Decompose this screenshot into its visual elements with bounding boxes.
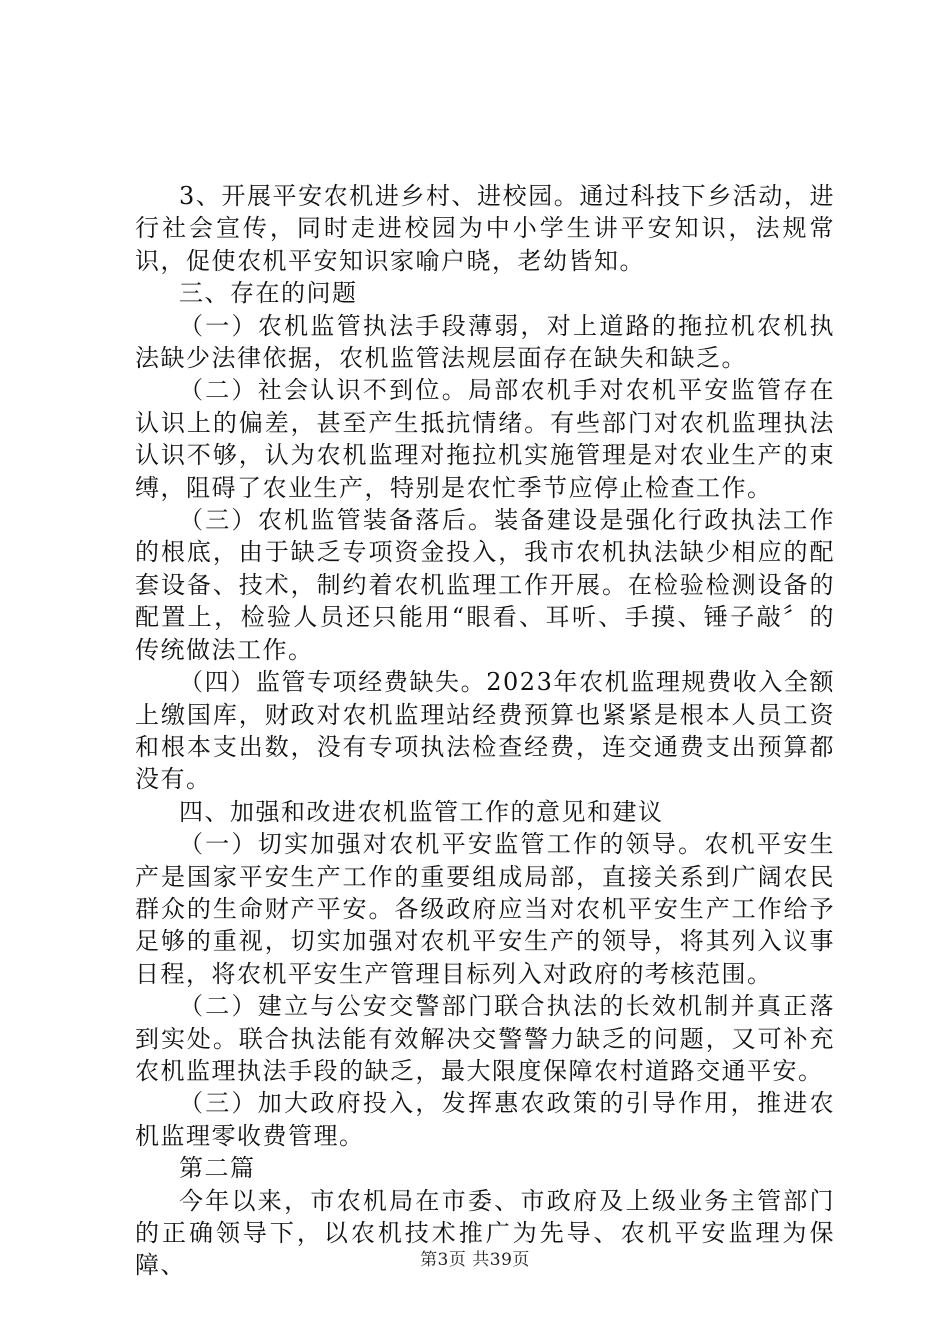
paragraph-second-intro: 今年以来，市农机局在市委、市政府及上级业务主管部门的正确领导下，以农机技术推广为先导、农机平安监理为保障、 xyxy=(135,1186,835,1280)
paragraph-suggestion-2: （二）建立与公安交警部门联合执法的长效机制并真正落到实处。联合执法能有效解决交警警力缺乏的问题，又可补充农机监理执法手段的缺乏，最大限度保障农村道路交通平安。 xyxy=(135,992,835,1085)
page-number-footer: 第3页 共39页 xyxy=(420,1250,530,1270)
document-body xyxy=(135,180,835,1282)
paragraph-problem-2: （二）社会认识不到位。局部农机手对农机平安监管存在认识上的偏差，甚至产生抵抗情绪。有些部门对农机监理执法认识不够，认为农机监理对拖拉机实施管理是对农业生产的束缚，阻碍了农业生产，特别是农忙季节应停止检查工作。 xyxy=(135,376,835,502)
part-heading-second: 第二篇 xyxy=(179,1154,256,1183)
paragraph-problem-1: （一）农机监管执法手段薄弱，对上道路的拖拉机农机执法缺少法律依据，农机监管法规层面存在缺失和缺乏。 xyxy=(135,311,835,373)
paragraph-suggestion-1: （一）切实加强对农机平安监管工作的领导。农机平安生产是国家平安生产工作的重要组成局部，直接关系到广阔农民群众的生命财产平安。各级政府应当对农机平安生产工作给予足够的重视，切实加强对农机平安生产的领导，将其列入议事日程，将农机平安生产管理目标列入对政府的考核范围。 xyxy=(135,830,835,988)
paragraph-problem-4: （四）监管专项经费缺失。2023年农机监理规费收入全额上缴国库，财政对农机监理站经费预算也紧紧是根本人员工资和根本支出数，没有专项执法检查经费，连交通费支出预算都没有。 xyxy=(135,668,835,794)
section-heading-suggestions: 四、加强和改进农机监管工作的意见和建议 xyxy=(179,797,664,826)
paragraph-problem-3: （三）农机监管装备落后。装备建设是强化行政执法工作的根底，由于缺乏专项资金投入，我市农机执法缺少相应的配套设备、技术，制约着农机监理工作开展。在检验检测设备的配置上，检验人员还只能用“眼看、耳听、手摸、锤子敲〞的传统做法工作。 xyxy=(135,506,835,664)
paragraph-suggestion-3: （三）加大政府投入，发挥惠农政策的引导作用，推进农机监理零收费管理。 xyxy=(135,1089,835,1150)
section-heading-problems: 三、存在的问题 xyxy=(179,279,358,308)
paragraph-activity-3: 3、开展平安农机进乡村、进校园。通过科技下乡活动，进行社会宣传，同时走进校园为中小学生讲平安知识，法规常识，促使农机平安知识家喻户晓，老幼皆知。 xyxy=(135,182,835,275)
